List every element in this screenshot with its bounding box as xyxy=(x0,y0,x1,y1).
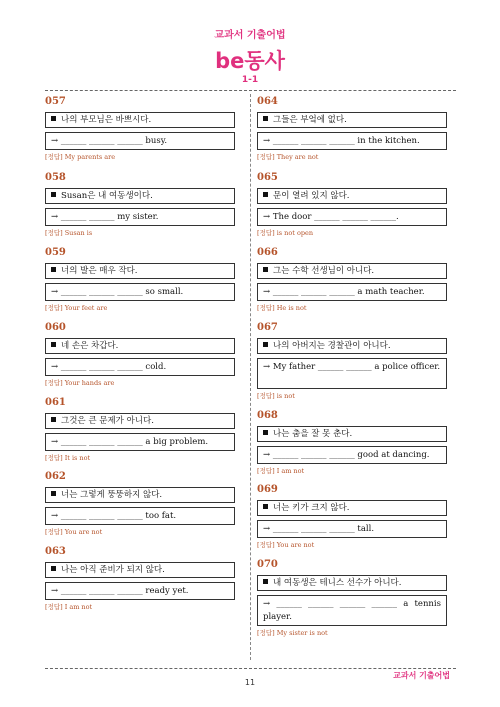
english-answer-box: → ______ ______ ______ good at dancing. xyxy=(257,446,447,464)
korean-prompt: 나는 아직 준비가 되지 않다. xyxy=(61,565,165,575)
english-answer-box: → ______ ______ ______ a big problem. xyxy=(45,433,235,451)
english-answer-box: → The door ______ ______ ______. xyxy=(257,208,447,226)
question-number: 062 xyxy=(45,471,66,482)
answer-note: [정답] Your hands are xyxy=(45,379,115,387)
english-answer-box: → ______ ______ ______ ______ a tennis player. xyxy=(257,595,447,626)
answer-note: [정답] I am not xyxy=(257,467,305,475)
korean-prompt: 나의 부모님은 바쁘시다. xyxy=(61,115,152,125)
question-number: 059 xyxy=(45,247,66,258)
bullet-square-icon xyxy=(263,192,268,197)
korean-prompt: 네 손은 차갑다. xyxy=(61,341,119,351)
question-number: 068 xyxy=(257,410,278,421)
question-number: 066 xyxy=(257,247,278,258)
question-number: 061 xyxy=(45,397,66,408)
question-block xyxy=(45,246,238,312)
korean-prompt: 너는 키가 크지 않다. xyxy=(273,503,350,513)
answer-note: [정답] It is not xyxy=(45,454,91,462)
question-number: 065 xyxy=(257,172,278,183)
answer-note: [정답] Your feet are xyxy=(45,304,108,312)
top-divider xyxy=(45,90,456,91)
answer-note: [정답] You are not xyxy=(45,528,103,536)
bullet-square-icon xyxy=(51,417,56,422)
footer-brand: 교과서 기출어법 xyxy=(393,671,450,680)
korean-prompt: Susan은 내 여동생이다. xyxy=(61,191,153,201)
english-answer-box: → ______ ______ ______ in the kitchen. xyxy=(257,132,447,150)
korean-prompt: 나는 춤을 잘 못 춘다. xyxy=(273,429,353,439)
korean-prompt: 그들은 부엌에 없다. xyxy=(273,115,347,125)
header-subtitle: 교과서 기출어법 xyxy=(214,30,286,41)
korean-prompt-box xyxy=(257,338,447,354)
page-title: be동사 xyxy=(215,49,285,73)
question-block xyxy=(45,545,238,611)
question-block xyxy=(257,483,450,549)
english-answer-box: → ______ ______ ______ a math teacher. xyxy=(257,283,447,301)
question-number: 067 xyxy=(257,322,278,333)
question-block xyxy=(257,558,450,637)
answer-note: [정답] Susan is xyxy=(45,229,93,237)
bullet-square-icon xyxy=(51,342,56,347)
english-answer-box: → ______ ______ my sister. xyxy=(45,208,235,226)
korean-prompt-box xyxy=(257,500,447,516)
korean-prompt: 나의 아버지는 경찰관이 아니다. xyxy=(273,341,391,351)
korean-prompt: 그는 수학 선생님이 아니다. xyxy=(273,266,375,276)
bullet-square-icon xyxy=(263,579,268,584)
english-answer-box: → ______ ______ ______ ready yet. xyxy=(45,582,235,600)
question-block xyxy=(45,95,238,161)
question-block xyxy=(45,396,238,462)
korean-prompt-box xyxy=(45,487,235,503)
korean-prompt-box xyxy=(45,112,235,128)
bottom-divider xyxy=(45,668,456,669)
answer-note: [정답] My sister is not xyxy=(257,629,328,637)
question-number: 069 xyxy=(257,484,278,495)
question-number: 063 xyxy=(45,546,66,557)
korean-prompt-box xyxy=(45,413,235,429)
korean-prompt-box xyxy=(45,188,235,204)
english-answer-box: → ______ ______ ______ too fat. xyxy=(45,507,235,525)
korean-prompt: 문이 열려 있지 않다. xyxy=(273,191,350,201)
korean-prompt: 너는 그렇게 뚱뚱하지 않다. xyxy=(61,490,163,500)
korean-prompt-box xyxy=(257,112,447,128)
question-block xyxy=(257,171,450,237)
english-answer-box: → ______ ______ ______ busy. xyxy=(45,132,235,150)
bullet-square-icon xyxy=(263,504,268,509)
bullet-square-icon xyxy=(51,116,56,121)
answer-note: [정답] They are not xyxy=(257,153,319,161)
question-block xyxy=(45,470,238,536)
bullet-square-icon xyxy=(263,430,268,435)
question-number: 057 xyxy=(45,96,66,107)
korean-prompt-box xyxy=(257,263,447,279)
english-answer-box: → ______ ______ ______ cold. xyxy=(45,358,235,376)
korean-prompt-box xyxy=(45,263,235,279)
korean-prompt: 너의 발은 매우 작다. xyxy=(61,266,138,276)
answer-note: [정답] You are not xyxy=(257,541,315,549)
question-block xyxy=(257,246,450,312)
question-number: 064 xyxy=(257,96,278,107)
page-number: 11 xyxy=(244,678,256,687)
korean-prompt-box xyxy=(45,562,235,578)
korean-prompt: 그것은 큰 문제가 아니다. xyxy=(61,416,154,426)
bullet-square-icon xyxy=(51,566,56,571)
answer-note: [정답] is not open xyxy=(257,229,314,237)
question-number: 070 xyxy=(257,559,278,570)
korean-prompt-box xyxy=(45,338,235,354)
section-number: 1-1 xyxy=(241,75,259,85)
answer-note: [정답] He is not xyxy=(257,304,307,312)
question-block xyxy=(257,321,450,400)
bullet-square-icon xyxy=(51,267,56,272)
bullet-square-icon xyxy=(263,267,268,272)
korean-prompt-box xyxy=(257,426,447,442)
answer-note: [정답] I am not xyxy=(45,603,93,611)
question-block xyxy=(45,321,238,387)
korean-prompt-box xyxy=(257,188,447,204)
english-answer-box: → My father ______ ______ a police officer. xyxy=(257,358,447,389)
bullet-square-icon xyxy=(51,192,56,197)
question-block xyxy=(257,409,450,475)
question-number: 060 xyxy=(45,322,66,333)
question-number: 058 xyxy=(45,172,66,183)
question-block xyxy=(257,95,450,161)
english-answer-box: → ______ ______ ______ so small. xyxy=(45,283,235,301)
question-block xyxy=(45,171,238,237)
column-divider xyxy=(250,94,251,660)
bullet-square-icon xyxy=(263,116,268,121)
answer-note: [정답] My parents are xyxy=(45,153,116,161)
korean-prompt: 내 여동생은 테니스 선수가 아니다. xyxy=(273,578,402,588)
bullet-square-icon xyxy=(263,342,268,347)
korean-prompt-box xyxy=(257,575,447,591)
english-answer-box: → ______ ______ ______ tall. xyxy=(257,520,447,538)
answer-note: [정답] is not xyxy=(257,392,295,400)
bullet-square-icon xyxy=(51,491,56,496)
